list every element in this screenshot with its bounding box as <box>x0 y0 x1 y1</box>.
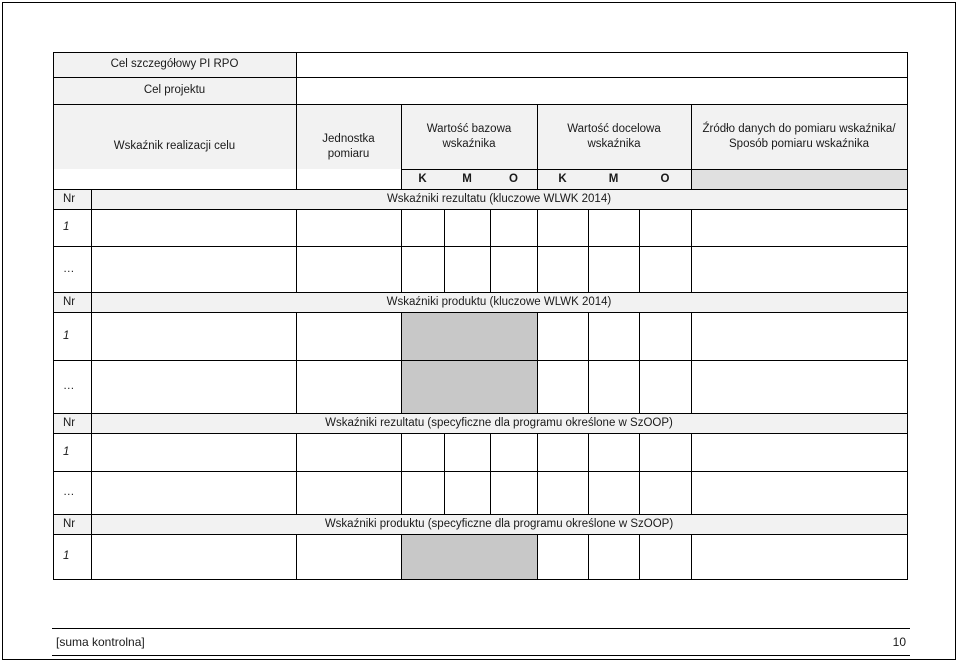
section4-nr: Nr <box>63 517 76 530</box>
section1-nr: Nr <box>63 192 76 205</box>
kmo-fill-right <box>691 169 907 189</box>
grey-cell-block-1 <box>401 312 537 413</box>
section3-row1-nr: 1 <box>63 445 70 458</box>
zrodlo-header <box>691 104 907 169</box>
kmo-m-docelowa: M <box>608 172 619 185</box>
kmo-m-bazowa: M <box>462 172 472 185</box>
section3-row2-nr: … <box>63 486 75 499</box>
section1-row1-nr: 1 <box>63 221 70 234</box>
checksum-label: [suma kontrolna] <box>56 635 145 649</box>
kmo-k-docelowa: K <box>558 172 567 185</box>
wartosc-bazowa-header: Wartość bazowa wskaźnika <box>426 122 512 150</box>
section2-title: Wskaźniki produktu (kluczowe WLWK 2014) <box>386 295 612 308</box>
section2-row2-nr: … <box>63 380 75 393</box>
wskaznik-realizacji-header: Wskaźnik realizacji celu <box>113 140 236 153</box>
section4-title: Wskaźniki produktu (specyficzne dla programu określone w SzOOP) <box>324 517 674 530</box>
section2-nr: Nr <box>63 295 76 308</box>
grey-cell-block-2 <box>401 534 537 579</box>
kmo-k-bazowa: K <box>418 172 427 185</box>
section1-title: Wskaźniki rezultatu (kluczowe WLWK 2014) <box>386 192 612 205</box>
section2-row1-nr: 1 <box>63 329 70 342</box>
zrodlo-line1: Źródło danych do pomiaru wskaźnika/ <box>702 122 896 135</box>
kmo-o-bazowa: O <box>509 172 518 185</box>
section3-nr: Nr <box>63 416 76 429</box>
zrodlo-line2: Sposób pomiaru wskaźnika <box>729 137 869 150</box>
section1-row2-nr: … <box>63 262 75 275</box>
wartosc-docelowa-header: Wartość docelowa wskaźnika <box>567 122 661 150</box>
footer-bar <box>52 628 910 656</box>
section3-title: Wskaźniki rezultatu (specyficzne dla programu określone w SzOOP) <box>325 416 673 429</box>
section4-row1-nr: 1 <box>63 550 70 563</box>
jednostka-header: Jednostka pomiaru <box>322 132 375 160</box>
page-number: 10 <box>892 635 906 649</box>
cel-projektu-label: Cel projektu <box>143 84 206 97</box>
kmo-o-docelowa: O <box>660 172 670 185</box>
cel-szczegolowy-label: Cel szczegółowy PI RPO <box>110 58 239 71</box>
